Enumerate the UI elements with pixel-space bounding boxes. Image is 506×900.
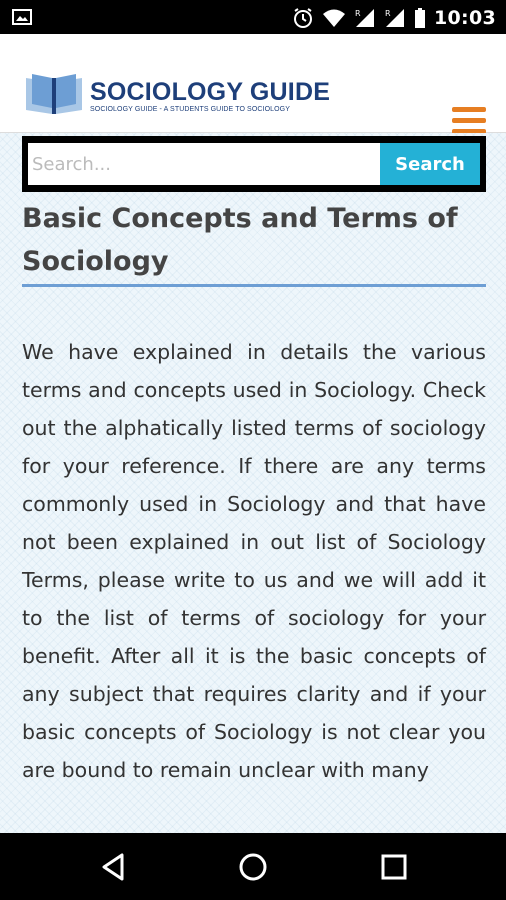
search-button[interactable]: Search <box>380 143 480 185</box>
image-icon <box>12 9 32 25</box>
alarm-clock-icon <box>292 7 314 29</box>
recents-square-icon[interactable] <box>376 849 412 885</box>
search-input[interactable] <box>28 143 380 185</box>
site-header <box>0 34 506 133</box>
battery-icon <box>414 8 426 28</box>
status-bar <box>0 0 506 34</box>
cell-signal-icon <box>384 8 406 28</box>
status-time: 10:03 <box>434 7 496 29</box>
main-content <box>0 133 506 833</box>
svg-text:R: R <box>385 9 391 18</box>
search-bar <box>22 136 486 192</box>
menu-bar <box>452 107 486 112</box>
svg-text:R: R <box>355 9 361 18</box>
site-logo-subtitle: SOCIOLOGY GUIDE - A STUDENTS GUIDE TO SOCIOLOGY <box>90 106 290 113</box>
back-triangle-icon[interactable] <box>96 849 132 885</box>
title-divider <box>22 284 486 287</box>
home-circle-icon[interactable] <box>235 849 271 885</box>
article-body: We have explained in details the various terms and concepts used in Sociology. Check out the alphatically listed terms of sociology for your reference. If there are any terms commonly used in Sociology and that have not been explained in out list of Sociology Terms, please write to us and we will add it to the list of terms of sociology for your benefit. After all it is the basic concepts of any subject that requires clarity and if your basic concepts of Sociology is not clear you are bound to remain unclear with many <box>22 340 486 782</box>
wifi-icon <box>322 8 346 28</box>
page-title: Basic Concepts and Terms of Sociology <box>22 203 458 277</box>
cell-signal-icon <box>354 8 376 28</box>
android-nav-bar <box>0 833 506 900</box>
book-logo-icon[interactable] <box>24 72 84 116</box>
menu-bar <box>452 118 486 123</box>
site-logo-title[interactable]: SOCIOLOGY GUIDE <box>90 78 331 106</box>
